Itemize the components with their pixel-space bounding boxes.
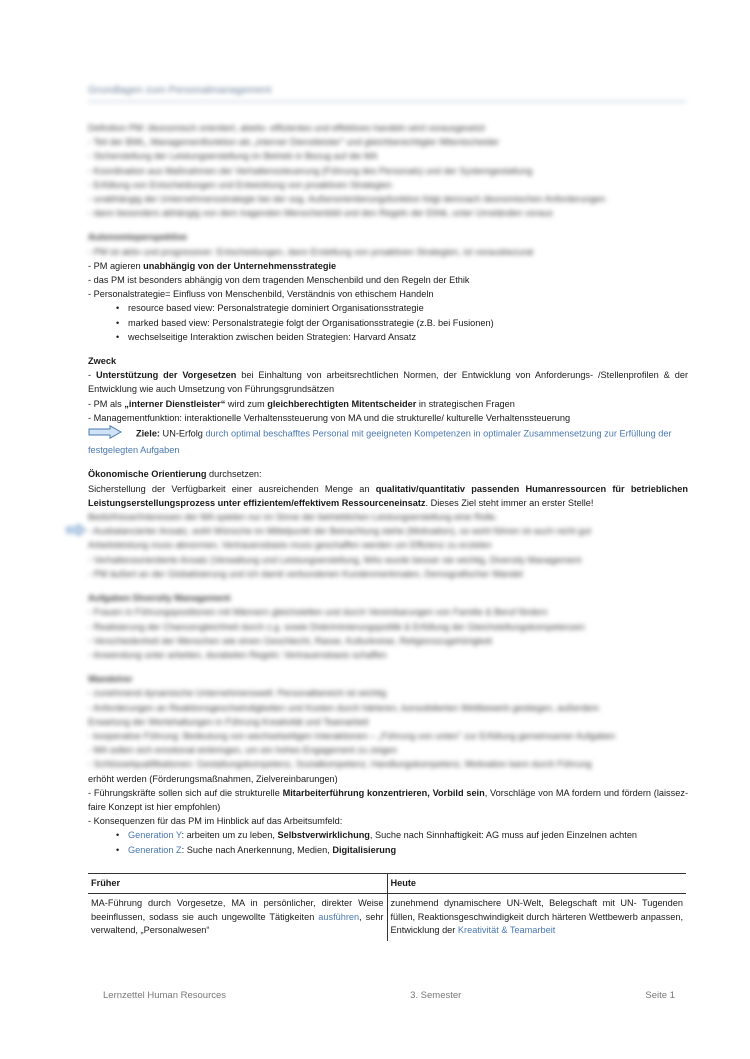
blurred-line: - zunehmend dynamische Unternehmenswelt: Personalbereich ist wichtig xyxy=(88,688,387,699)
column-header: Früher xyxy=(88,873,387,894)
ziele-paragraph xyxy=(88,425,688,457)
blurred-line: Bedürfnisse/Interessen der MA spielen nur im Sinne der betrieblichen Leistungserstellung eine Rolle. xyxy=(88,512,498,523)
bold-run: Mitarbeiterführung konzentrieren, Vorbild sein xyxy=(282,787,485,798)
definition-line: - Koordination aus Maßnahmen der Verhaltenssteuerung (Führung des Personals) und der Systemgestaltung xyxy=(88,165,533,176)
text-run: - PM agieren xyxy=(88,260,144,271)
list-item xyxy=(116,828,688,842)
bold-run: unabhängig von der Unternehmensstrategie xyxy=(143,260,337,271)
diversity-heading: Aufgaben Diversity Management xyxy=(88,593,231,604)
list-item: • marked based view: Personalstrategie folgt der Organisationsstrategie (z.B. bei Fusionen) xyxy=(116,316,688,330)
text-run: . Dieses Ziel steht immer an erster Stelle! xyxy=(425,497,594,508)
autonomy-line-1 xyxy=(88,259,688,273)
list-item: • wechselseitige Interaktion zwischen beiden Strategien: Harvard Ansatz xyxy=(116,330,688,344)
strategy-bullet-list xyxy=(88,301,688,344)
table-cell xyxy=(387,894,686,941)
blurred-line: - Ausbalancierter Ansatz, wohl Wünsche im Mittelpunkt der Betrachtung stehe (Motivation), so wohl führen ist auch nicht gut xyxy=(88,526,592,537)
bold-run: „interner Dienstleister“ xyxy=(124,398,226,409)
bold-run: qualitativ/quantitativ passenden Humanressourcen für betrieblichen Leistungserstellungsprozess unter effizientem/effektivem Ressourceneinsatz xyxy=(88,483,688,508)
oekonomisch-heading xyxy=(88,467,688,481)
blurred-line: - PM äußert an der Globalisierung und ich damit verbundenen Kundenmerkmalen, Demografischer Wandel xyxy=(88,568,523,579)
wandel-fold-line: erhöht werden (Förderungsmaßnahmen, Zielvereinbarungen) xyxy=(88,773,338,784)
blurred-line: Erwartung der Wertehaltungen in Führung Kreativität und Teamarbeit xyxy=(88,716,369,727)
arrow-right-icon xyxy=(88,425,122,443)
text-run: : arbeiten um zu leben, xyxy=(181,830,278,841)
text-run: , Vorschläge von MA fordern und fördern (laissez- faire Konzept ist hier empfohlen) xyxy=(88,787,689,812)
bold-run: Digitalisierung xyxy=(332,844,397,855)
autonomy-line-2: - das PM ist besonders abhängig von dem tragenden Menschenbild und den Regeln der Ethik xyxy=(88,275,470,286)
autonomy-section xyxy=(88,230,688,344)
bold-run: Ökonomische Orientierung xyxy=(88,469,207,480)
zweck-paragraph-1 xyxy=(88,368,688,396)
blurred-line: - Anforderungen an Reaktionsgeschwindigkeiten und Kosten durch härteren, konsolidierten Wettbewerb gestiegen, außerdem xyxy=(88,702,600,713)
autonomy-heading: Autonomieperspektive xyxy=(88,232,188,243)
diversity-section xyxy=(88,591,688,662)
wandel-paragraph-3: - Konsequenzen für das PM im Hinblick auf das Arbeitsumfeld: xyxy=(88,816,343,827)
definition-section xyxy=(88,121,688,220)
zweck-section xyxy=(88,354,688,457)
list-item xyxy=(116,843,688,857)
text-run: - PM als xyxy=(88,398,125,409)
text-run: bei Einhaltung von arbeitsrechtlichen Normen, der Entwicklung von Anforderungs- /Stellenprofilen & der Entwicklung wie auch Umsetzung von Führungsgrundsätzen xyxy=(88,370,689,395)
blurred-line: - kooperative Führung: Bedeutung von wechselseitigen Interaktionen – „Führung von unten" zur Erfüllung gemeinsamer Aufgaben xyxy=(88,730,616,741)
text-run: in strategischen Fragen xyxy=(416,398,515,409)
footer-left: Lernzettel Human Resources xyxy=(103,990,227,1001)
text-run: - xyxy=(88,370,96,381)
table-row xyxy=(88,894,686,941)
definition-line: - Sicherstellung der Leistungserstellung im Betrieb in Bezug auf die MA xyxy=(88,151,378,162)
text-run: , Suche nach Sinnhaftigkeit: AG muss auf jeden Einzelnen achten xyxy=(369,830,638,841)
table-cell xyxy=(88,894,387,941)
blurred-line: - Verhaltensorientierte Ansatz (Verwaltung und Leistungserstellung, MAs wurde besser sie wichtig, Diversity Management xyxy=(88,554,582,565)
diversity-line: - Verschiedenheit der Menschen wie einen Geschlecht, Rasse, Kulturkreise, Religionszugehörigkeit xyxy=(88,635,492,646)
definition-line: - dann besonders abhängig von dem tragenden Menschenbild und den Regeln der Ethik, unter Umständen voraus xyxy=(88,208,553,219)
bold-run: gleichberechtigten Mitentscheider xyxy=(267,398,417,409)
zweck-paragraph-3: - Managementfunktion: interaktionelle Verhaltenssteuerung von MA und die strukturelle/ kulturelle Verhaltenssteuerung xyxy=(88,412,571,423)
highlight-run: Generation Z xyxy=(128,844,182,855)
page-footer xyxy=(103,990,675,1001)
bold-run: Ziele: xyxy=(136,428,160,439)
wandel-blurred-block xyxy=(88,672,688,771)
wandel-section xyxy=(88,672,688,857)
text-run: MA-Führung durch Vorgesetze, MA in persönlicher, direkter Weise beeinflussen, sodass sie auch ungewollte Tätigkeiten xyxy=(91,898,384,922)
footer-page-number: Seite 1 xyxy=(645,990,675,1001)
column-header: Heute xyxy=(387,873,686,894)
text-run: - Führungskräfte sollen sich auf die strukturelle xyxy=(88,787,283,798)
text-run: UN-Erfolg xyxy=(160,428,206,439)
bold-run: Unterstützung der Vorgesetzen xyxy=(95,370,237,381)
document-page xyxy=(88,84,688,941)
definition-line: - unabhängig der Unternehmensstrategie bei der sog. Außenorientierungsfunktion folgt demnach ökonomischen Anforderungen xyxy=(88,194,606,205)
wandel-paragraph-2 xyxy=(88,786,688,814)
text-run: zunehmend dynamischere UN-Welt, Belegschaft mit UN- Tugenden füllen, Reaktionsgeschwindigkeit durch härteren Wettbewerb anpassen, Entwicklung der xyxy=(390,898,683,936)
list-item: • resource based view: Personalstrategie dominiert Organisationsstrategie xyxy=(116,301,688,315)
comparison-table xyxy=(88,873,686,941)
highlight-run: durch optimal beschafftes Personal mit geeigneten Kompetenzen in optimaler Zusammensetzung zur Erfüllung der festgelegten Aufgaben xyxy=(88,428,672,456)
blurred-line: Arbeitsleistung muss abnormen, Vertrauensbasis muss geschaffen werden um Effizienz zu erzielen xyxy=(88,540,492,551)
document-title: Grundlagen zum Personalmanagement xyxy=(88,84,686,102)
zweck-paragraph-2 xyxy=(88,397,688,411)
generation-bullet-list xyxy=(88,828,688,856)
oekonomisch-section xyxy=(88,467,688,581)
text-run: durchsetzen: xyxy=(206,469,262,480)
highlight-run: Generation Y xyxy=(128,830,182,841)
footer-center: 3. Semester xyxy=(410,990,462,1001)
oekonomisch-paragraph xyxy=(88,482,688,510)
blurred-line: - Schlüsselqualifikationen: Gestaltungskompetenz, Sozialkompetenz, Handlungskompetenz, Motivation kann durch Führung xyxy=(88,759,592,770)
zweck-heading: Zweck xyxy=(88,356,117,367)
highlight-run: Kreativität & Teamarbeit xyxy=(457,925,556,936)
diversity-line: - Realisierung der Chancengleichheit durch z.g. sowie Diskriminierungspolitik & Erfüllung der Gleichstellungskompetenzen xyxy=(88,621,585,632)
autonomy-line-3: - Personalstrategie= Einfluss von Menschenbild, Verständnis von ethischem Handeln xyxy=(88,289,434,300)
text-run: : Suche nach Anerkennung, Medien, xyxy=(181,844,333,855)
oekonomisch-blurred-block xyxy=(88,510,688,581)
definition-line: - Erfüllung von Entscheidungen und Entwicklung von proaktiven Strategien xyxy=(88,179,392,190)
definition-line: - Teil der BWL, Managementfunktion als „interner Dienstleister" und gleichberechtigter Mitentscheider xyxy=(88,137,500,148)
blurred-line: - MA sollen sich emotional einbringen, um ein hohes Engagement zu zeigen xyxy=(88,745,397,756)
text-run: wird zum xyxy=(225,398,268,409)
text-run: Sicherstellung der Verfügbarkeit einer ausreichenden Menge an xyxy=(88,483,376,494)
diversity-line: - Anwendung unter arbeiten, durabelen Regeln: Vertrauensbasis schaffen xyxy=(88,649,387,660)
wandel-heading: Wandelrer xyxy=(88,674,133,685)
autonomy-blurred-line: - PM ist aktiv und progressiver: Entscheidungen, dann Erstellung von proaktiven Strategien, ist vorausbezurat xyxy=(88,246,534,257)
bold-run: Selbstverwirklichung xyxy=(277,830,370,841)
diversity-line: - Frauen in Führungspositionen mit Männern gleichstellen und durch Vereinbarungen von Familie & Beruf fördern xyxy=(88,607,548,618)
arrow-right-icon xyxy=(66,524,86,540)
definition-line: Definition PM: ökonomisch orientiert, abeits- effizientes und effektives handeln wird vorausgesetzt xyxy=(88,123,485,133)
text-run: , sehr verwaltend, „Personalwesen“ xyxy=(91,911,384,936)
table-header-row xyxy=(88,873,686,894)
highlight-run: ausführen xyxy=(318,911,360,922)
